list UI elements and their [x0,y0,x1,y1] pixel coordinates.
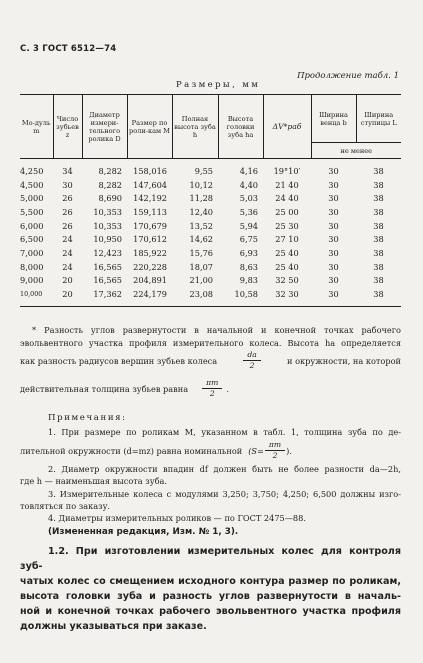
gear-parameters-table [20,94,401,307]
fraction-numerator: πm [265,440,285,451]
cell-hub-width: 38 [356,159,401,178]
cell-angle-difference: 21 40 [275,179,299,190]
note-2-line-2: где h — наименьшая высота зуба. [20,476,167,486]
header-module: Мо-дуль m [20,95,53,159]
cell-rim-width: 30 [328,179,339,190]
cell-roller-diameter: 10,353 [93,206,122,217]
cell-angle-difference: 25 30 [275,220,299,231]
cell-teeth: 20 [53,287,82,306]
table-row [20,219,401,233]
paragraph-1-2-line-2: чатых колес со смещением исходного контура размер по роликам, [20,576,401,587]
header-rim-width: Ширина венца b [311,95,356,143]
cell-full-height: 23,08 [172,287,218,306]
paragraph-1-2-line-4: ной и конечной точках рабочего эвольвентного участка профиля [20,606,401,617]
cell-size-over-rollers: 147,604 [133,179,167,190]
cell-hub-width: 38 [373,179,384,190]
cell-size-over-rollers: 170,612 [133,234,167,245]
header-head-height: Высота головки зуба ha [218,95,263,159]
cell-size-over-rollers: 204,891 [133,275,167,286]
cell-roller-diameter: 17,362 [82,287,127,306]
cell-hub-width: 38 [373,247,384,258]
cell-size-over-rollers: 224,179 [127,287,172,306]
cell-roller-diameter: 8,690 [98,193,122,204]
header-teeth: Число зубьев z [53,95,82,159]
cell-teeth: 24 [62,247,73,258]
table-row [20,191,401,205]
cell-angle-difference: 24 40 [275,193,299,204]
footnote-line-3-text: как разность радиусов вершин зубьев колеса [20,355,218,366]
table-row [20,178,401,192]
cell-hub-width: 38 [373,275,384,286]
cell-size-over-rollers: 159,113 [133,206,167,217]
footnote-line-3 [20,350,401,371]
cell-roller-diameter: 8,282 [82,159,127,178]
fraction-pim-over-2-note [265,440,285,461]
cell-head-height: 10,58 [218,287,263,306]
cell-module: 4,250 [20,159,53,178]
cell-angle-difference: 32 30 [263,287,311,306]
table-caption: Размеры, мм [176,80,261,90]
cell-hub-width: 38 [373,193,384,204]
cell-teeth: 20 [62,275,73,286]
cell-full-height: 12,40 [189,206,213,217]
fraction-denominator: 2 [249,361,255,370]
paragraph-1-2 [20,544,401,634]
cell-head-height: 5,36 [239,206,258,217]
cell-angle-difference: 25 00 [275,206,299,217]
note-3-line-2: товляться по заказу. [20,501,110,511]
note-1-formula-open: (S= [248,445,264,456]
cell-head-height: 5,94 [239,220,258,231]
page-header: С. 3 ГОСТ 6512—74 [20,44,117,54]
header-full-height: Полная высота зуба h [172,95,218,159]
footnote-line-3-tail: и окружности, на которой [287,355,401,366]
cell-angle-difference: 19°10′ [263,159,311,178]
cell-rim-width: 30 [311,287,356,306]
cell-module: 8,000 [20,261,44,272]
note-3-line-1: 3. Измерительные колеса с модулями 3,250; 3,750; 4,250; 6,500 должны изго- [48,489,401,499]
cell-rim-width: 30 [328,247,339,258]
cell-teeth: 26 [62,206,73,217]
notes-title: Примечания: [48,413,127,423]
cell-angle-difference: 25 40 [275,247,299,258]
footnote-line-1: * Разность углов развернутости в начальной и конечной точках рабочего [32,325,401,335]
cell-rim-width: 30 [328,261,339,272]
cell-full-height: 21,00 [189,275,213,286]
cell-rim-width: 30 [328,220,339,231]
fraction-pim-over-2 [202,378,222,399]
paragraph-1-2-line-3: высота головки зуба и разность углов развернутости в началь- [20,591,401,602]
cell-full-height: 14,62 [189,234,213,245]
revision-note: (Измененная редакция, Изм. № 1, 3). [48,527,239,537]
note-2-line-1: 2. Диаметр окружности впадин df должен быть не более разности da—2h, [48,464,401,474]
cell-size-over-rollers: 220,228 [133,261,167,272]
cell-module: 5,000 [20,193,44,204]
cell-full-height: 15,76 [189,247,213,258]
paragraph-1-2-line-1: 1.2. При изготовлении измерительных колес для контроля зуб- [20,546,401,572]
header-hub-width: Ширина ступицы L [356,95,401,143]
note-1-line-2 [20,440,401,461]
cell-size-over-rollers: 185,922 [133,247,167,258]
cell-module: 9,000 [20,275,44,286]
cell-head-height: 9,83 [239,275,258,286]
cell-size-over-rollers: 170,679 [133,220,167,231]
note-1-formula-close: ). [286,445,292,456]
cell-teeth: 34 [53,159,82,178]
cell-roller-diameter: 8,282 [98,179,122,190]
cell-head-height: 8,63 [239,261,258,272]
note-4: 4. Диаметры измерительных роликов — по ГОСТ 2475—88. [48,513,306,523]
table-row [20,260,401,274]
cell-roller-diameter: 16,565 [93,275,122,286]
cell-teeth: 26 [62,220,73,231]
cell-teeth: 24 [62,234,73,245]
cell-roller-diameter: 16,565 [93,261,122,272]
cell-roller-diameter: 10,950 [93,234,122,245]
cell-rim-width: 30 [311,159,356,178]
cell-roller-diameter: 12,423 [93,247,122,258]
header-size-over-rollers: Размер по роли-кам M [127,95,172,159]
table-continuation-label: Продолжение табл. 1 [297,71,399,81]
cell-full-height: 18,07 [189,261,213,272]
cell-hub-width: 38 [373,220,384,231]
table-row [20,159,401,178]
footnote-line-2: эвольвентного участка профиля измерительного колеса. Высота ha определяется [20,338,401,348]
fraction-numerator: da [243,350,260,361]
table-row [20,274,401,288]
cell-full-height: 10,12 [189,179,213,190]
paragraph-1-2-line-5: должны указываться при заказе. [20,621,207,632]
cell-angle-difference: 32 50 [275,275,299,286]
cell-module: 6,500 [20,234,44,245]
table-row [20,205,401,219]
table-row [20,287,401,306]
cell-full-height: 11,28 [189,193,213,204]
fraction-denominator: 2 [272,451,278,460]
cell-hub-width: 38 [356,287,401,306]
cell-module: 6,000 [20,220,44,231]
cell-head-height: 5,03 [239,193,258,204]
footnote-line-4-text: действительная толщина зубьев равна [20,383,189,394]
cell-head-height: 6,93 [239,247,258,258]
cell-module: 7,000 [20,247,44,258]
cell-teeth: 24 [62,261,73,272]
cell-rim-width: 30 [328,193,339,204]
cell-head-height: 4,16 [218,159,263,178]
table-row [20,232,401,246]
cell-full-height: 13,52 [189,220,213,231]
cell-angle-difference: 25 40 [275,261,299,272]
cell-module: 4,500 [20,179,44,190]
cell-size-over-rollers: 142,192 [133,193,167,204]
note-1-line-2-text: лительной окружности (d=mz) равна номинальной [20,445,243,456]
cell-hub-width: 38 [373,206,384,217]
cell-module: 10,000 [20,287,53,306]
footnote-line-4-tail: . [226,383,229,394]
header-min-label: не менее [311,143,401,159]
cell-rim-width: 30 [328,234,339,245]
cell-hub-width: 38 [373,234,384,245]
fraction-numerator: πm [202,378,222,389]
cell-hub-width: 38 [373,261,384,272]
cell-teeth: 26 [62,193,73,204]
footnote-line-4 [20,378,401,399]
cell-roller-diameter: 10,353 [93,220,122,231]
cell-angle-difference: 27 10 [275,234,299,245]
cell-size-over-rollers: 158,016 [127,159,172,178]
cell-head-height: 6,75 [239,234,258,245]
cell-rim-width: 30 [328,206,339,217]
note-1-line-1: 1. При размере по роликам M, указанном в табл. 1, толщина зуба по де- [48,427,401,437]
cell-full-height: 9,55 [172,159,218,178]
table-row [20,246,401,260]
fraction-da-over-2 [243,350,260,371]
fraction-denominator: 2 [209,389,215,398]
cell-rim-width: 30 [328,275,339,286]
cell-module: 5,500 [20,206,44,217]
header-roller-diameter: Диаметр измери-тельного ролика D [82,95,127,159]
header-angle-difference: ΔV*раб [263,95,311,159]
cell-teeth: 30 [62,179,73,190]
cell-head-height: 4,40 [239,179,258,190]
